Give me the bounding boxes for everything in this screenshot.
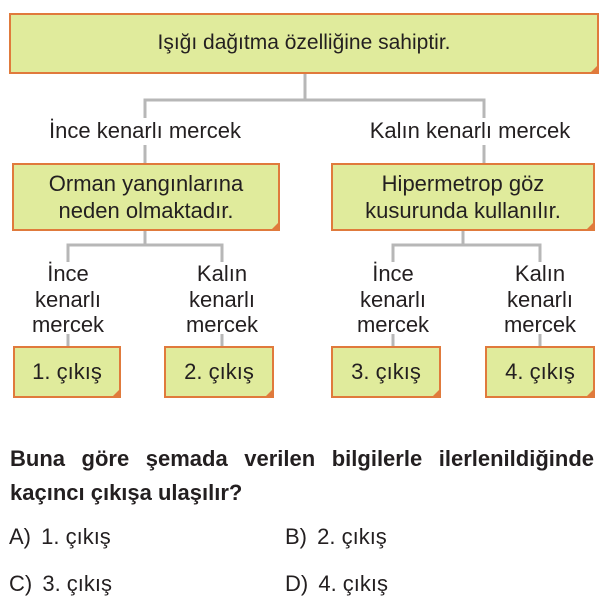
option-c-text: 3. çıkış	[42, 571, 113, 596]
option-c-letter: C)	[9, 571, 33, 596]
option-b-letter: B)	[285, 524, 307, 549]
exit-1-text: 1. çıkış	[32, 359, 102, 385]
root-connector	[145, 73, 484, 118]
option-b-text: 2. çıkış	[317, 524, 387, 549]
option-d[interactable]	[285, 571, 388, 597]
right-connector	[393, 230, 540, 262]
branch-box-right-text: Hipermetrop göz kusurunda kullanılır.	[365, 170, 561, 223]
exit-box-1	[13, 346, 121, 398]
option-d-letter: D)	[285, 571, 309, 596]
option-a-text: 1. çıkış	[41, 524, 111, 549]
leaf-label-4: Kalın kenarlı mercek	[503, 261, 577, 338]
option-c[interactable]	[9, 571, 112, 597]
exit-box-2	[164, 346, 274, 398]
left-connector	[68, 230, 222, 262]
leaf-label-2: Kalın kenarlı mercek	[185, 261, 259, 338]
exit-2-text: 2. çıkış	[184, 359, 254, 385]
leaf-stems	[68, 334, 540, 346]
root-box	[9, 13, 599, 74]
branch-box-right	[331, 163, 595, 231]
option-a[interactable]	[9, 524, 111, 550]
branch-box-left-text: Orman yangınlarına neden olmaktadır.	[48, 170, 244, 223]
branch-label-left: İnce kenarlı mercek	[49, 118, 241, 143]
branch-box-left	[12, 163, 280, 231]
question-text: Buna göre şemada verilen bilgilerle ilerlenildiğinde kaçıncı çıkışa ulaşılır?	[10, 446, 594, 506]
branch-label-right: Kalın kenarlı mercek	[369, 118, 571, 143]
exit-box-3	[331, 346, 441, 398]
exit-3-text: 3. çıkış	[351, 359, 421, 385]
option-b[interactable]	[285, 524, 387, 550]
option-a-letter: A)	[9, 524, 31, 549]
exit-4-text: 4. çıkış	[505, 359, 575, 385]
option-d-text: 4. çıkış	[318, 571, 389, 596]
exit-box-4	[485, 346, 595, 398]
leaf-label-1: İnce kenarlı mercek	[31, 261, 105, 338]
leaf-label-3: İnce kenarlı mercek	[356, 261, 430, 338]
root-text: Işığı dağıtma özelliğine sahiptir.	[157, 31, 451, 55]
